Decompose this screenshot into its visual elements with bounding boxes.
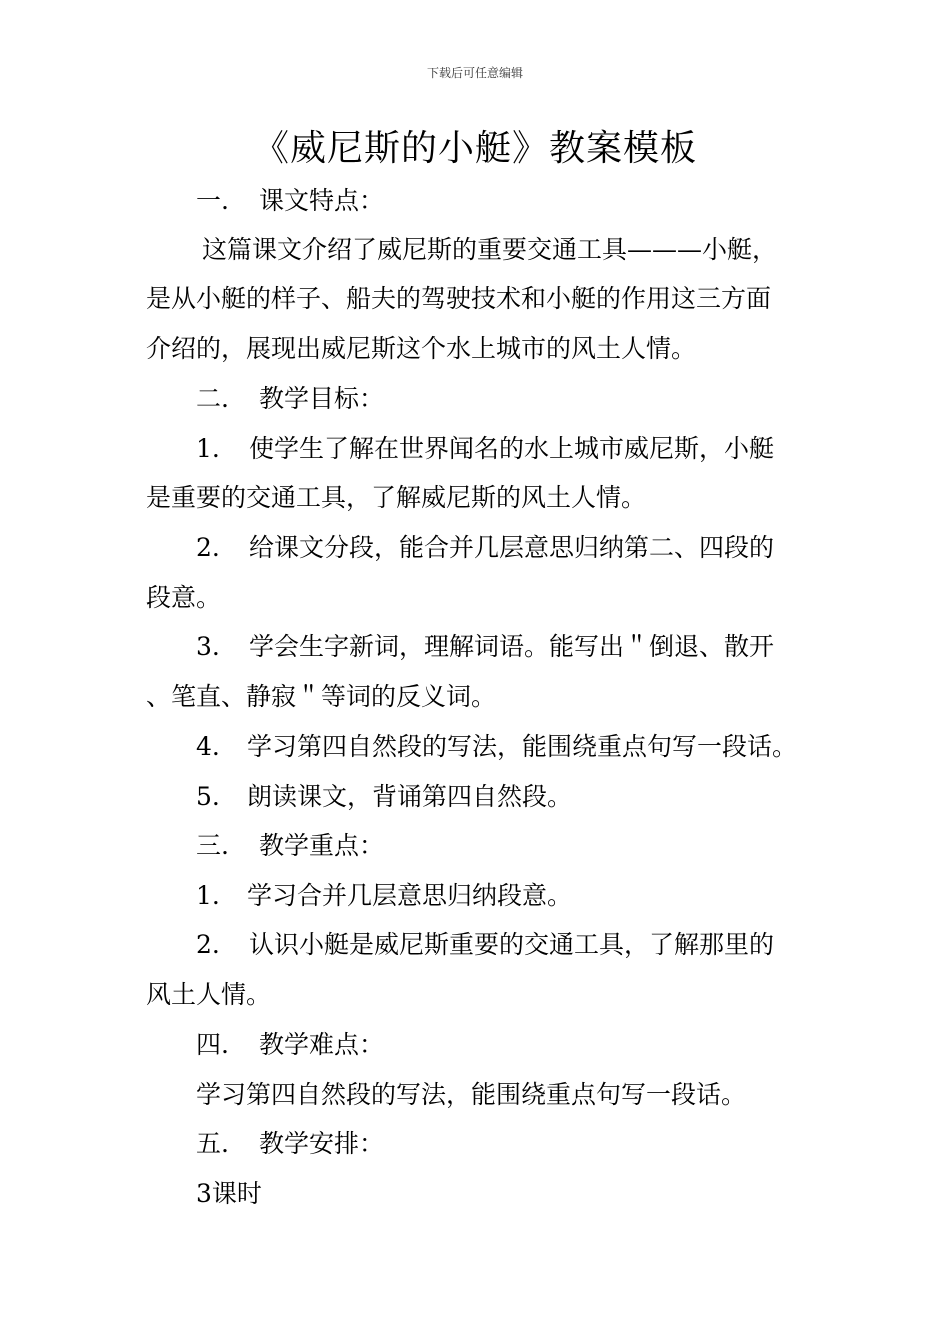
item-text: 学会生字新词，理解词语。能写出＂倒退、散开 [249,632,775,661]
goal-item-5 [196,782,572,812]
item-text: 学习第四自然段的写法，能围绕重点句写一段话。 [247,732,798,761]
paragraph-line: 是重要的交通工具，了解威尼斯的风土人情。 [146,483,647,512]
item-text: 给课文分段，能合并几层意思归纳第二、四段的 [249,533,775,562]
section-title: 课文特点： [259,186,385,215]
goal-item-2 [196,533,774,563]
paragraph-line: 风土人情。 [146,980,272,1009]
section-title: 教学难点： [259,1030,385,1059]
item-number: 2. [196,533,220,562]
paragraph-line: 是从小艇的样子、船夫的驾驶技术和小艇的作用这三方面 [146,284,772,313]
paragraph-line: 学习第四自然段的写法，能围绕重点句写一段话。 [196,1080,747,1109]
paragraph-line: 介绍的，展现出威尼斯这个水上城市的风土人情。 [146,334,697,363]
item-text: 认识小艇是威尼斯重要的交通工具，了解那里的 [249,930,775,959]
section-heading-1 [196,186,384,216]
item-number: 1. [196,434,220,463]
paragraph-line: 这篇课文介绍了威尼斯的重要交通工具———小艇， [202,235,778,264]
section-number: 五. [196,1129,229,1158]
item-text: 使学生了解在世界闻名的水上城市威尼斯，小艇 [249,434,775,463]
goal-item-3 [196,632,774,662]
goal-item-1 [196,434,774,464]
key-item-1 [196,881,572,911]
section-number: 三. [196,831,229,860]
section-title: 教学重点： [259,831,385,860]
paragraph-line: 、笔直、静寂＂等词的反义词。 [146,682,497,711]
section-heading-3 [196,831,384,861]
item-number: 3. [196,632,220,661]
section-number: 四. [196,1030,229,1059]
paragraph-line: 3课时 [196,1179,262,1208]
page-header-note: 下载后可任意编辑 [426,66,523,80]
goal-item-4 [196,732,797,762]
paragraph-line: 段意。 [146,583,222,612]
item-text: 朗读课文，背诵第四自然段。 [247,782,573,811]
item-text: 学习合并几层意思归纳段意。 [247,881,573,910]
item-number: 4. [196,732,220,761]
section-heading-5 [196,1129,384,1159]
item-number: 2. [196,930,220,959]
section-title: 教学安排： [259,1129,385,1158]
key-item-2 [196,930,774,960]
item-number: 1. [196,881,220,910]
section-heading-2 [196,384,384,414]
section-number: 二. [196,384,229,413]
section-number: 一. [196,186,229,215]
item-number: 5. [196,782,220,811]
section-heading-4 [196,1030,384,1060]
document-title: 《威尼斯的小艇》教案模板 [252,128,697,169]
section-title: 教学目标： [259,384,385,413]
